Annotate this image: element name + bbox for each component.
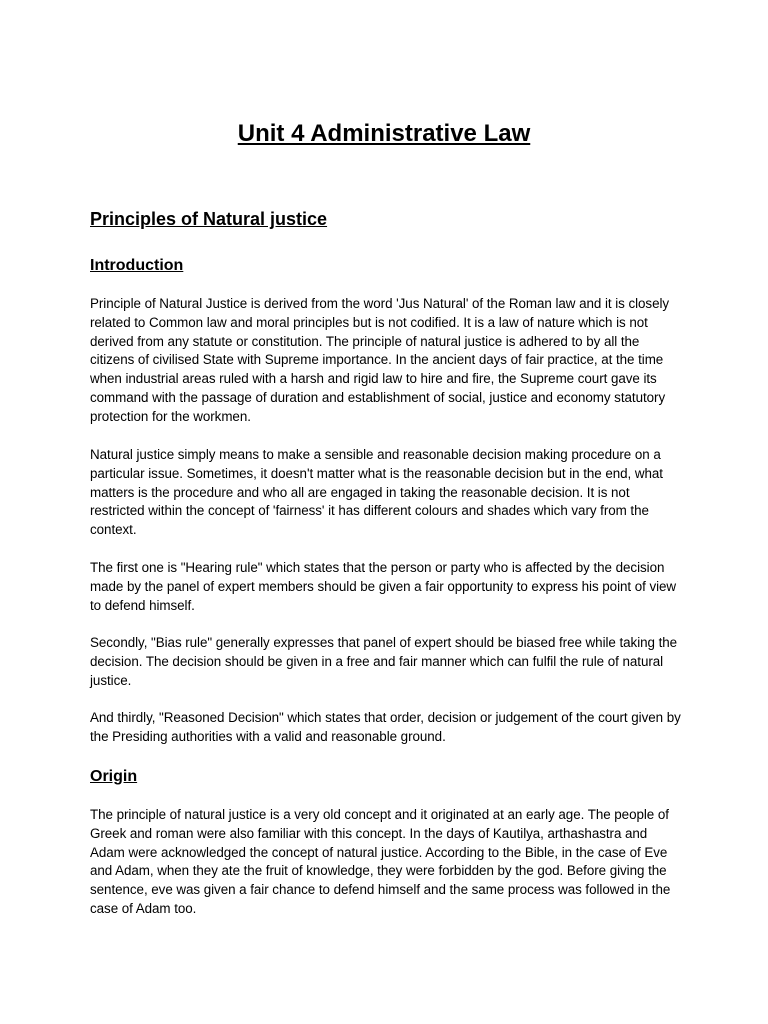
introduction-paragraph: Principle of Natural Justice is derived from the word 'Jus Natural' of the Roman law and it is closely related to Common law and moral principles but is not codified. It is a law of nature which is not derived from any statute or constitution. The principle of natural justice is adhered to by all the citizens of civilised State with Supreme importance. In the ancient days of fair practice, at the time when industrial areas ruled with a harsh and rigid law to hire and fire, the Supreme court gave its command with the passage of duration and establishment of social, justice and economy statutory protection for the workmen. xyxy=(90,296,670,424)
introduction-paragraph: The first one is "Hearing rule" which states that the person or party who is affected by the decision made by the panel of expert members should be given a fair opportunity to express his point of view to defend himself. xyxy=(90,560,677,613)
section-heading: Principles of Natural justice xyxy=(90,209,328,229)
origin-heading: Origin xyxy=(90,768,138,785)
introduction-paragraph: Natural justice simply means to make a sensible and reasonable decision making procedure on a particular issue. Sometimes, it doesn't matter what is the reasonable decision but in the end, what matters is the procedure and who all are engaged in taking the reasonable decision. It is not restricted within the concept of 'fairness' it has different colours and shades which vary from the context. xyxy=(90,447,663,538)
origin-paragraph: The principle of natural justice is a very old concept and it originated at an early age. The people of Greek and roman were also familiar with this concept. In the days of Kautilya, arthashastra and Adam were acknowledged the concept of natural justice. According to the Bible, in the case of Eve and Adam, when they ate the fruit of knowledge, they were forbidden by the god. Before giving the sentence, eve was given a fair chance to defend himself and the same process was followed in the case of Adam too. xyxy=(90,807,671,916)
introduction-heading: Introduction xyxy=(90,257,184,274)
introduction-paragraph: And thirdly, "Reasoned Decision" which states that order, decision or judgement of the court given by the Presiding authorities with a valid and reasonable ground. xyxy=(90,710,681,744)
introduction-paragraph: Secondly, "Bias rule" generally expresses that panel of expert should be biased free while taking the decision. The decision should be given in a free and fair manner which can fulfil the rule of natural justice. xyxy=(90,635,678,688)
document-title: Unit 4 Administrative Law xyxy=(237,120,531,147)
